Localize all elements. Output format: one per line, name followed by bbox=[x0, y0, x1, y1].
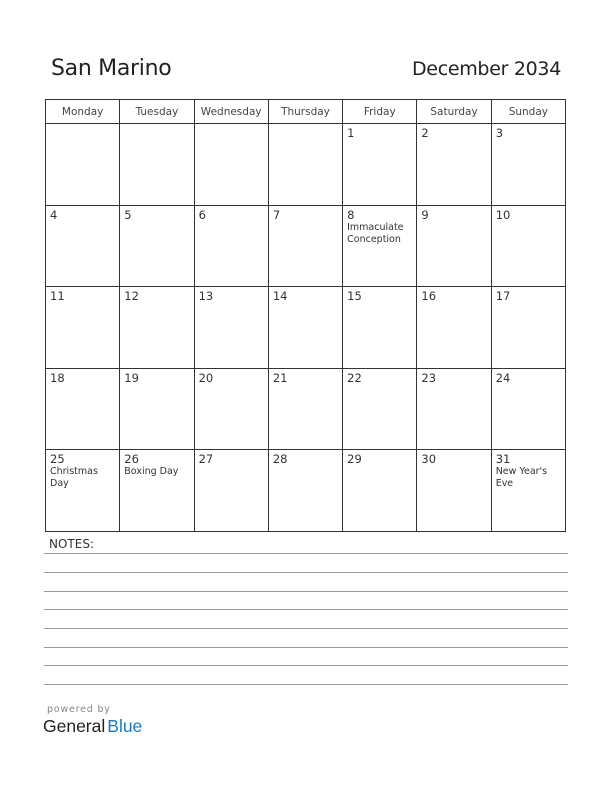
day-number: 8 bbox=[347, 207, 355, 222]
day-number: 11 bbox=[50, 289, 65, 304]
day-cell bbox=[46, 205, 120, 287]
notes-line bbox=[44, 609, 568, 610]
day-number: 5 bbox=[124, 207, 132, 222]
weekday-header: Friday bbox=[343, 100, 417, 124]
day-cell bbox=[343, 368, 417, 450]
weekday-header: Saturday bbox=[417, 100, 491, 124]
day-cell bbox=[491, 287, 565, 369]
day-cell bbox=[417, 205, 491, 287]
day-cell bbox=[46, 450, 120, 532]
weekday-header-row bbox=[46, 100, 566, 124]
day-cell bbox=[194, 450, 268, 532]
day-cell bbox=[417, 287, 491, 369]
day-number: 31 bbox=[495, 452, 511, 467]
day-cell bbox=[120, 450, 194, 532]
day-cell bbox=[194, 368, 268, 450]
day-cell bbox=[268, 124, 342, 206]
day-number: 14 bbox=[272, 289, 288, 304]
day-number: 21 bbox=[272, 370, 288, 385]
logo-general: General bbox=[43, 716, 106, 736]
day-cell bbox=[343, 205, 417, 287]
holiday-label: Boxing Day bbox=[124, 466, 179, 478]
notes-line bbox=[44, 684, 568, 685]
notes-line bbox=[44, 647, 568, 648]
day-number: 22 bbox=[347, 370, 362, 385]
calendar-country-title: San Marino bbox=[51, 56, 172, 81]
day-number: 9 bbox=[421, 207, 429, 222]
day-number: 15 bbox=[347, 289, 362, 304]
week-row bbox=[46, 287, 566, 369]
day-number: 30 bbox=[421, 452, 437, 467]
day-cell bbox=[194, 124, 268, 206]
week-row bbox=[46, 368, 566, 450]
day-cell bbox=[120, 287, 194, 369]
day-number: 27 bbox=[198, 452, 214, 467]
day-number: 19 bbox=[124, 370, 139, 385]
holiday-label: Immaculate Conception bbox=[347, 221, 404, 245]
day-cell bbox=[491, 368, 565, 450]
day-cell bbox=[417, 124, 491, 206]
day-cell bbox=[491, 124, 565, 206]
day-cell bbox=[343, 124, 417, 206]
week-row bbox=[46, 450, 566, 532]
notes-line bbox=[44, 665, 568, 666]
weekday-header: Thursday bbox=[268, 100, 342, 124]
day-number: 6 bbox=[198, 207, 206, 222]
notes-line bbox=[44, 572, 568, 573]
day-cell bbox=[491, 450, 565, 532]
day-number: 28 bbox=[272, 452, 288, 467]
day-cell bbox=[120, 124, 194, 206]
weekday-header: Wednesday bbox=[194, 100, 268, 124]
notes-line bbox=[44, 591, 568, 592]
day-number: 1 bbox=[347, 126, 355, 140]
day-cell bbox=[417, 368, 491, 450]
day-number: 3 bbox=[495, 126, 504, 140]
day-cell bbox=[46, 287, 120, 369]
day-number: 24 bbox=[495, 370, 511, 385]
day-cell bbox=[268, 205, 342, 287]
day-number: 29 bbox=[347, 452, 362, 467]
day-cell bbox=[194, 205, 268, 287]
day-cell bbox=[268, 368, 342, 450]
calendar-month-title: December 2034 bbox=[411, 58, 561, 80]
generalblue-logo bbox=[43, 716, 142, 737]
week-row bbox=[46, 124, 566, 206]
day-number: 20 bbox=[198, 370, 214, 385]
day-number: 18 bbox=[50, 370, 65, 385]
day-cell bbox=[120, 205, 194, 287]
holiday-label: New Year's Eve bbox=[495, 466, 548, 490]
day-number: 25 bbox=[50, 452, 65, 467]
weekday-header: Sunday bbox=[491, 100, 565, 124]
powered-by-text: powered by bbox=[47, 704, 111, 715]
notes-line bbox=[44, 628, 568, 629]
day-number: 17 bbox=[495, 289, 511, 304]
day-cell bbox=[268, 287, 342, 369]
day-cell bbox=[491, 205, 565, 287]
day-cell bbox=[120, 368, 194, 450]
day-number: 7 bbox=[272, 207, 281, 222]
day-cell bbox=[46, 124, 120, 206]
day-number: 4 bbox=[50, 207, 58, 222]
day-number: 23 bbox=[421, 370, 437, 385]
day-cell bbox=[46, 368, 120, 450]
notes-label: NOTES: bbox=[49, 537, 94, 551]
day-number: 12 bbox=[124, 289, 139, 304]
week-row bbox=[46, 205, 566, 287]
day-cell bbox=[417, 450, 491, 532]
day-cell bbox=[268, 450, 342, 532]
day-cell bbox=[194, 287, 268, 369]
day-cell bbox=[343, 287, 417, 369]
weekday-header: Tuesday bbox=[120, 100, 194, 124]
holiday-label: Christmas Day bbox=[50, 466, 98, 490]
day-number: 10 bbox=[495, 207, 511, 222]
day-cell bbox=[343, 450, 417, 532]
notes-line bbox=[44, 553, 568, 554]
day-number: 13 bbox=[198, 289, 214, 304]
day-number: 16 bbox=[421, 289, 437, 304]
day-number: 2 bbox=[421, 126, 429, 140]
weekday-header: Monday bbox=[46, 100, 120, 124]
calendar-grid bbox=[45, 99, 566, 532]
day-number: 26 bbox=[124, 452, 139, 467]
logo-blue: Blue bbox=[107, 716, 143, 736]
